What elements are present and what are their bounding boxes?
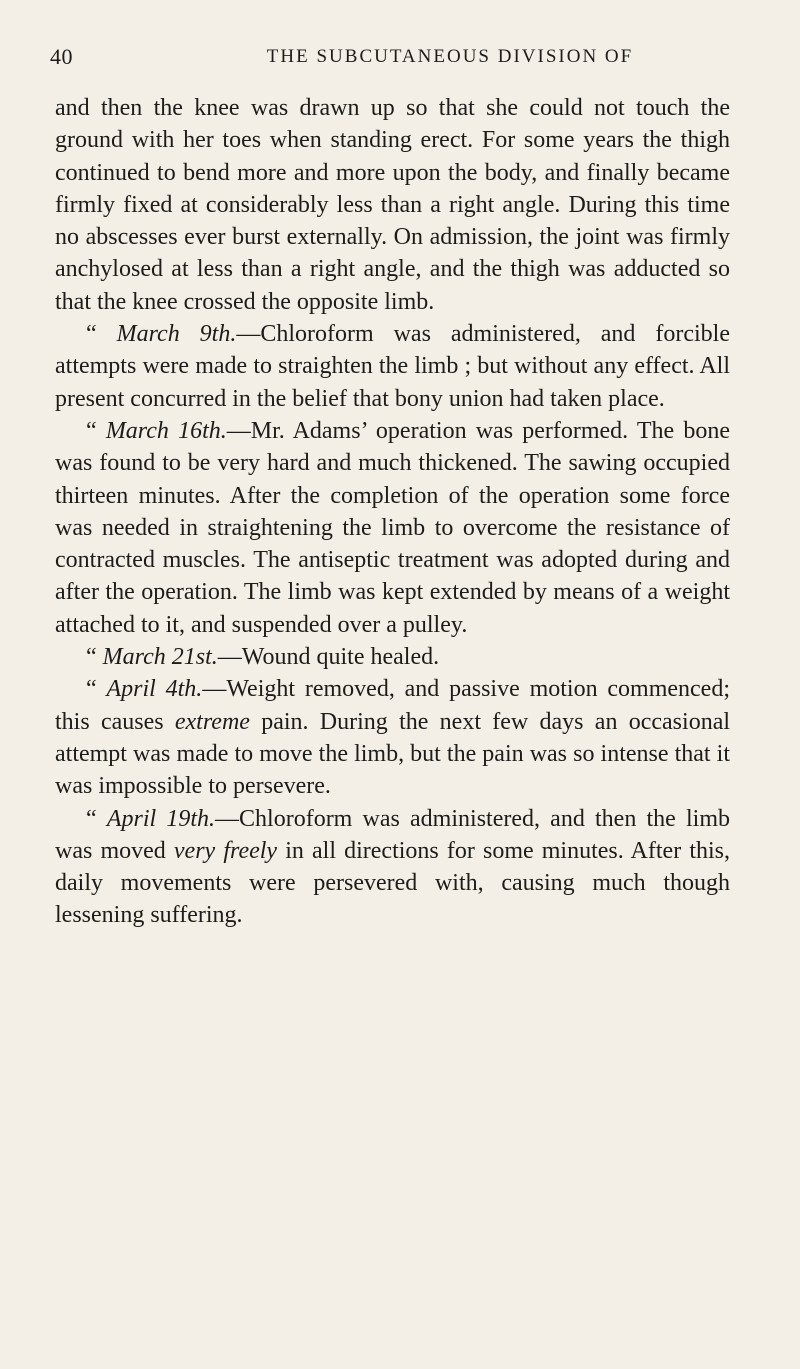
paragraph-march-16	[55, 415, 730, 641]
paragraph-text: —Chloroform was administered, and forcible attempts were made to straighten the limb ; but without any effect. All present concurred in the belief that bony union had taken place.	[55, 321, 731, 412]
paragraph-text: in all directions for some minutes. After this, daily movements were persevered with, causing much though lessening suffering.	[55, 837, 730, 929]
open-quote: “	[86, 417, 97, 444]
paragraph-text: pain. During the next few days an occasional attempt was made to move the limb, but the pain was so intense that it was impossible to persevere.	[55, 708, 731, 800]
entry-date: March 9th.	[116, 321, 237, 348]
entry-date: March 21st.	[102, 644, 218, 671]
open-quote: “	[86, 805, 97, 832]
paragraph-april-4	[55, 673, 730, 802]
page-number: 40	[50, 44, 73, 69]
open-quote: “	[86, 676, 97, 703]
paragraph-march-21	[55, 641, 730, 673]
paragraph-text: —Weight removed, and passive motion commenced; this causes	[55, 676, 731, 735]
open-quote: “	[86, 644, 97, 671]
entry-date: April 19th.	[106, 805, 216, 832]
body-text	[55, 92, 730, 932]
paragraph-continuation	[55, 92, 730, 318]
paragraph-text: —Mr. Adams’ operation was performed. The bone was found to be very hard and much thickened. The sawing occupied thirteen minutes. After the completion of the operation some force was needed in straightening the limb to overcome the resistance of contracted muscles. The antiseptic treatment was adopted during and after the operation. The limb was kept extended by means of a weight attached to it, and suspended over a pulley.	[55, 417, 730, 638]
paragraph-text: and then the knee was drawn up so that she could not touch the ground with her toes when standing erect. For some years the thigh continued to bend more and more upon the body, and finally became firmly fixed at considerably less than a right angle. During this time no abscesses ever burst externally. On admission, the joint was firmly anchylosed at less than a right angle, and the thigh was adducted so that the knee crossed the opposite limb.	[55, 95, 730, 315]
entry-date: March 16th.	[105, 417, 227, 444]
emphasis-text: extreme	[174, 708, 250, 735]
paragraph-march-9	[55, 318, 730, 415]
open-quote: “	[86, 321, 97, 348]
paragraph-text: —Wound quite healed.	[217, 644, 440, 671]
paragraph-text: —Chloroform was administered, and then the limb was moved	[55, 805, 730, 864]
emphasis-text: very freely	[173, 837, 278, 864]
entry-date: April 4th.	[106, 676, 203, 703]
running-head: THE SUBCUTANEOUS DIVISION OF	[266, 46, 634, 67]
paragraph-april-19	[55, 803, 730, 932]
